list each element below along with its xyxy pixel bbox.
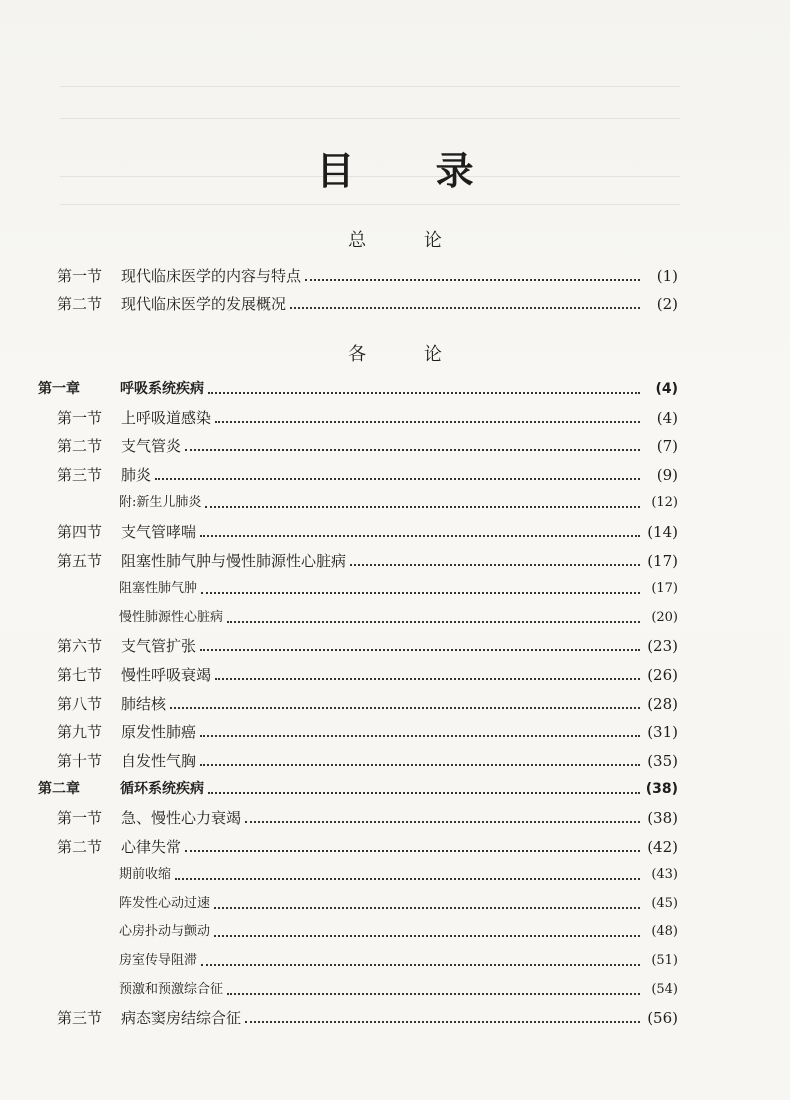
toc-entry[interactable] <box>57 662 678 688</box>
entry-title: 阵发性心动过速 <box>119 895 211 911</box>
entry-page-number: (35) <box>647 751 678 770</box>
entry-title: 急、慢性心力衰竭 <box>121 809 242 827</box>
toc-entry[interactable] <box>57 691 678 717</box>
toc-entry[interactable] <box>57 519 678 545</box>
dot-leader <box>290 307 640 309</box>
entry-page-number: (43) <box>651 867 678 883</box>
entry-title: 慢性呼吸衰竭 <box>121 666 212 684</box>
dot-leader <box>350 564 640 566</box>
toc-entry[interactable] <box>57 263 678 289</box>
entry-number: 第二节 <box>57 837 103 856</box>
toc-entry[interactable] <box>57 548 678 574</box>
toc-entry[interactable] <box>57 462 678 488</box>
dot-leader <box>208 392 640 394</box>
part-heading-general: 总 论 <box>348 230 468 251</box>
entry-page-number: (31) <box>647 723 678 742</box>
toc-entry[interactable] <box>119 605 678 631</box>
entry-title: 心房扑动与颤动 <box>119 924 211 940</box>
dot-leader <box>208 792 640 794</box>
dot-leader <box>185 850 640 852</box>
entry-page-number: (56) <box>647 1009 678 1028</box>
dot-leader <box>215 421 640 423</box>
entry-number: 第六节 <box>57 637 103 656</box>
entry-page-number: (38) <box>647 809 678 827</box>
entry-page-number: (7) <box>656 437 678 456</box>
entry-number: 第二节 <box>57 295 103 313</box>
entry-number: 第十节 <box>57 751 103 770</box>
bleed-through-line <box>60 86 680 87</box>
dot-leader <box>215 678 640 680</box>
toc-entry[interactable] <box>119 919 678 945</box>
entry-page-number: (51) <box>651 953 678 968</box>
entry-number: 第一章 <box>38 381 80 397</box>
entry-title: 房室传导阻滞 <box>119 953 198 968</box>
entry-page-number: (14) <box>647 523 678 541</box>
part-heading-specific: 各 论 <box>348 344 468 365</box>
dot-leader <box>227 621 640 623</box>
toc-entry[interactable] <box>57 633 678 659</box>
toc-entry[interactable] <box>119 891 678 917</box>
entry-page-number: (48) <box>651 924 678 940</box>
entry-number: 第五节 <box>57 551 103 570</box>
entry-number: 第七节 <box>57 666 103 684</box>
entry-title: 支气管哮喘 <box>121 523 197 541</box>
entry-number: 第四节 <box>57 523 103 541</box>
entry-page-number: (4) <box>655 381 678 397</box>
dot-leader <box>245 821 640 823</box>
dot-leader <box>200 649 640 651</box>
dot-leader <box>201 964 640 966</box>
entry-title: 原发性肺癌 <box>121 723 197 742</box>
bleed-through-line <box>60 118 680 119</box>
entry-page-number: (28) <box>647 694 678 713</box>
entry-page-number: (45) <box>651 895 678 911</box>
entry-title: 自发性气胸 <box>121 751 197 770</box>
entry-title: 肺结核 <box>121 694 167 713</box>
entry-title: 呼吸系统疾病 <box>120 381 204 397</box>
entry-page-number: (17) <box>647 551 678 570</box>
page-title: 目 录 <box>316 149 508 193</box>
entry-number: 第一节 <box>57 408 103 427</box>
toc-entry[interactable] <box>38 776 678 802</box>
toc-entry[interactable] <box>119 862 678 888</box>
dot-leader <box>185 449 640 451</box>
dot-leader <box>305 279 640 281</box>
entry-title: 支气管扩张 <box>121 637 197 656</box>
entry-title: 支气管炎 <box>121 437 182 456</box>
entry-title: 现代临床医学的发展概况 <box>121 295 287 313</box>
dot-leader <box>200 735 640 737</box>
entry-title: 现代临床医学的内容与特点 <box>121 267 302 285</box>
dot-leader <box>200 764 640 766</box>
entry-page-number: (20) <box>651 609 678 625</box>
dot-leader <box>175 878 640 880</box>
toc-entry[interactable] <box>57 748 678 774</box>
toc-entry[interactable] <box>38 376 678 402</box>
dot-leader <box>227 993 640 995</box>
entry-title: 阻塞性肺气肿 <box>119 581 198 597</box>
toc-entry[interactable] <box>57 719 678 745</box>
entry-page-number: (54) <box>651 981 678 997</box>
entry-title: 病态窦房结综合征 <box>121 1009 242 1028</box>
dot-leader <box>170 707 640 709</box>
entry-number: 第一节 <box>57 267 103 285</box>
bleed-through-line <box>60 204 680 205</box>
toc-entry[interactable] <box>57 1005 678 1031</box>
entry-number: 第一节 <box>57 809 103 827</box>
entry-page-number: (2) <box>656 295 678 313</box>
toc-entry[interactable] <box>57 405 678 431</box>
toc-entry[interactable] <box>119 977 678 1003</box>
entry-title: 附:新生儿肺炎 <box>119 495 202 511</box>
dot-leader <box>155 478 640 480</box>
entry-page-number: (42) <box>647 837 678 856</box>
toc-entry[interactable] <box>57 834 678 860</box>
entry-page-number: (17) <box>651 581 678 597</box>
entry-number: 第二节 <box>57 437 103 456</box>
entry-number: 第九节 <box>57 723 103 742</box>
toc-entry[interactable] <box>119 576 678 602</box>
entry-number: 第八节 <box>57 694 103 713</box>
entry-title: 心律失常 <box>121 837 182 856</box>
entry-title: 预激和预激综合征 <box>119 981 224 997</box>
entry-title: 上呼吸道感染 <box>121 408 212 427</box>
entry-number: 第三节 <box>57 1009 103 1028</box>
entry-page-number: (1) <box>656 267 678 285</box>
dot-leader <box>200 535 640 537</box>
entry-title: 期前收缩 <box>119 867 172 883</box>
toc-entry[interactable] <box>119 948 678 974</box>
dot-leader <box>201 592 640 594</box>
entry-page-number: (38) <box>645 781 678 798</box>
entry-title: 循环系统疾病 <box>120 781 204 798</box>
entry-title: 肺炎 <box>121 465 152 484</box>
dot-leader <box>245 1021 640 1023</box>
entry-page-number: (26) <box>647 666 678 684</box>
toc-entry[interactable] <box>119 490 678 516</box>
dot-leader <box>214 907 640 909</box>
toc-entry[interactable] <box>57 433 678 459</box>
entry-page-number: (4) <box>656 408 678 427</box>
dot-leader <box>205 506 640 508</box>
entry-title: 慢性肺源性心脏病 <box>119 609 224 625</box>
toc-entry[interactable] <box>57 291 678 317</box>
toc-entry[interactable] <box>57 805 678 831</box>
entry-page-number: (9) <box>656 465 678 484</box>
entry-page-number: (12) <box>651 495 678 511</box>
entry-title: 阻塞性肺气肿与慢性肺源性心脏病 <box>121 551 347 570</box>
entry-number: 第二章 <box>38 781 80 798</box>
dot-leader <box>214 935 640 937</box>
entry-number: 第三节 <box>57 465 103 484</box>
entry-page-number: (23) <box>647 637 678 656</box>
